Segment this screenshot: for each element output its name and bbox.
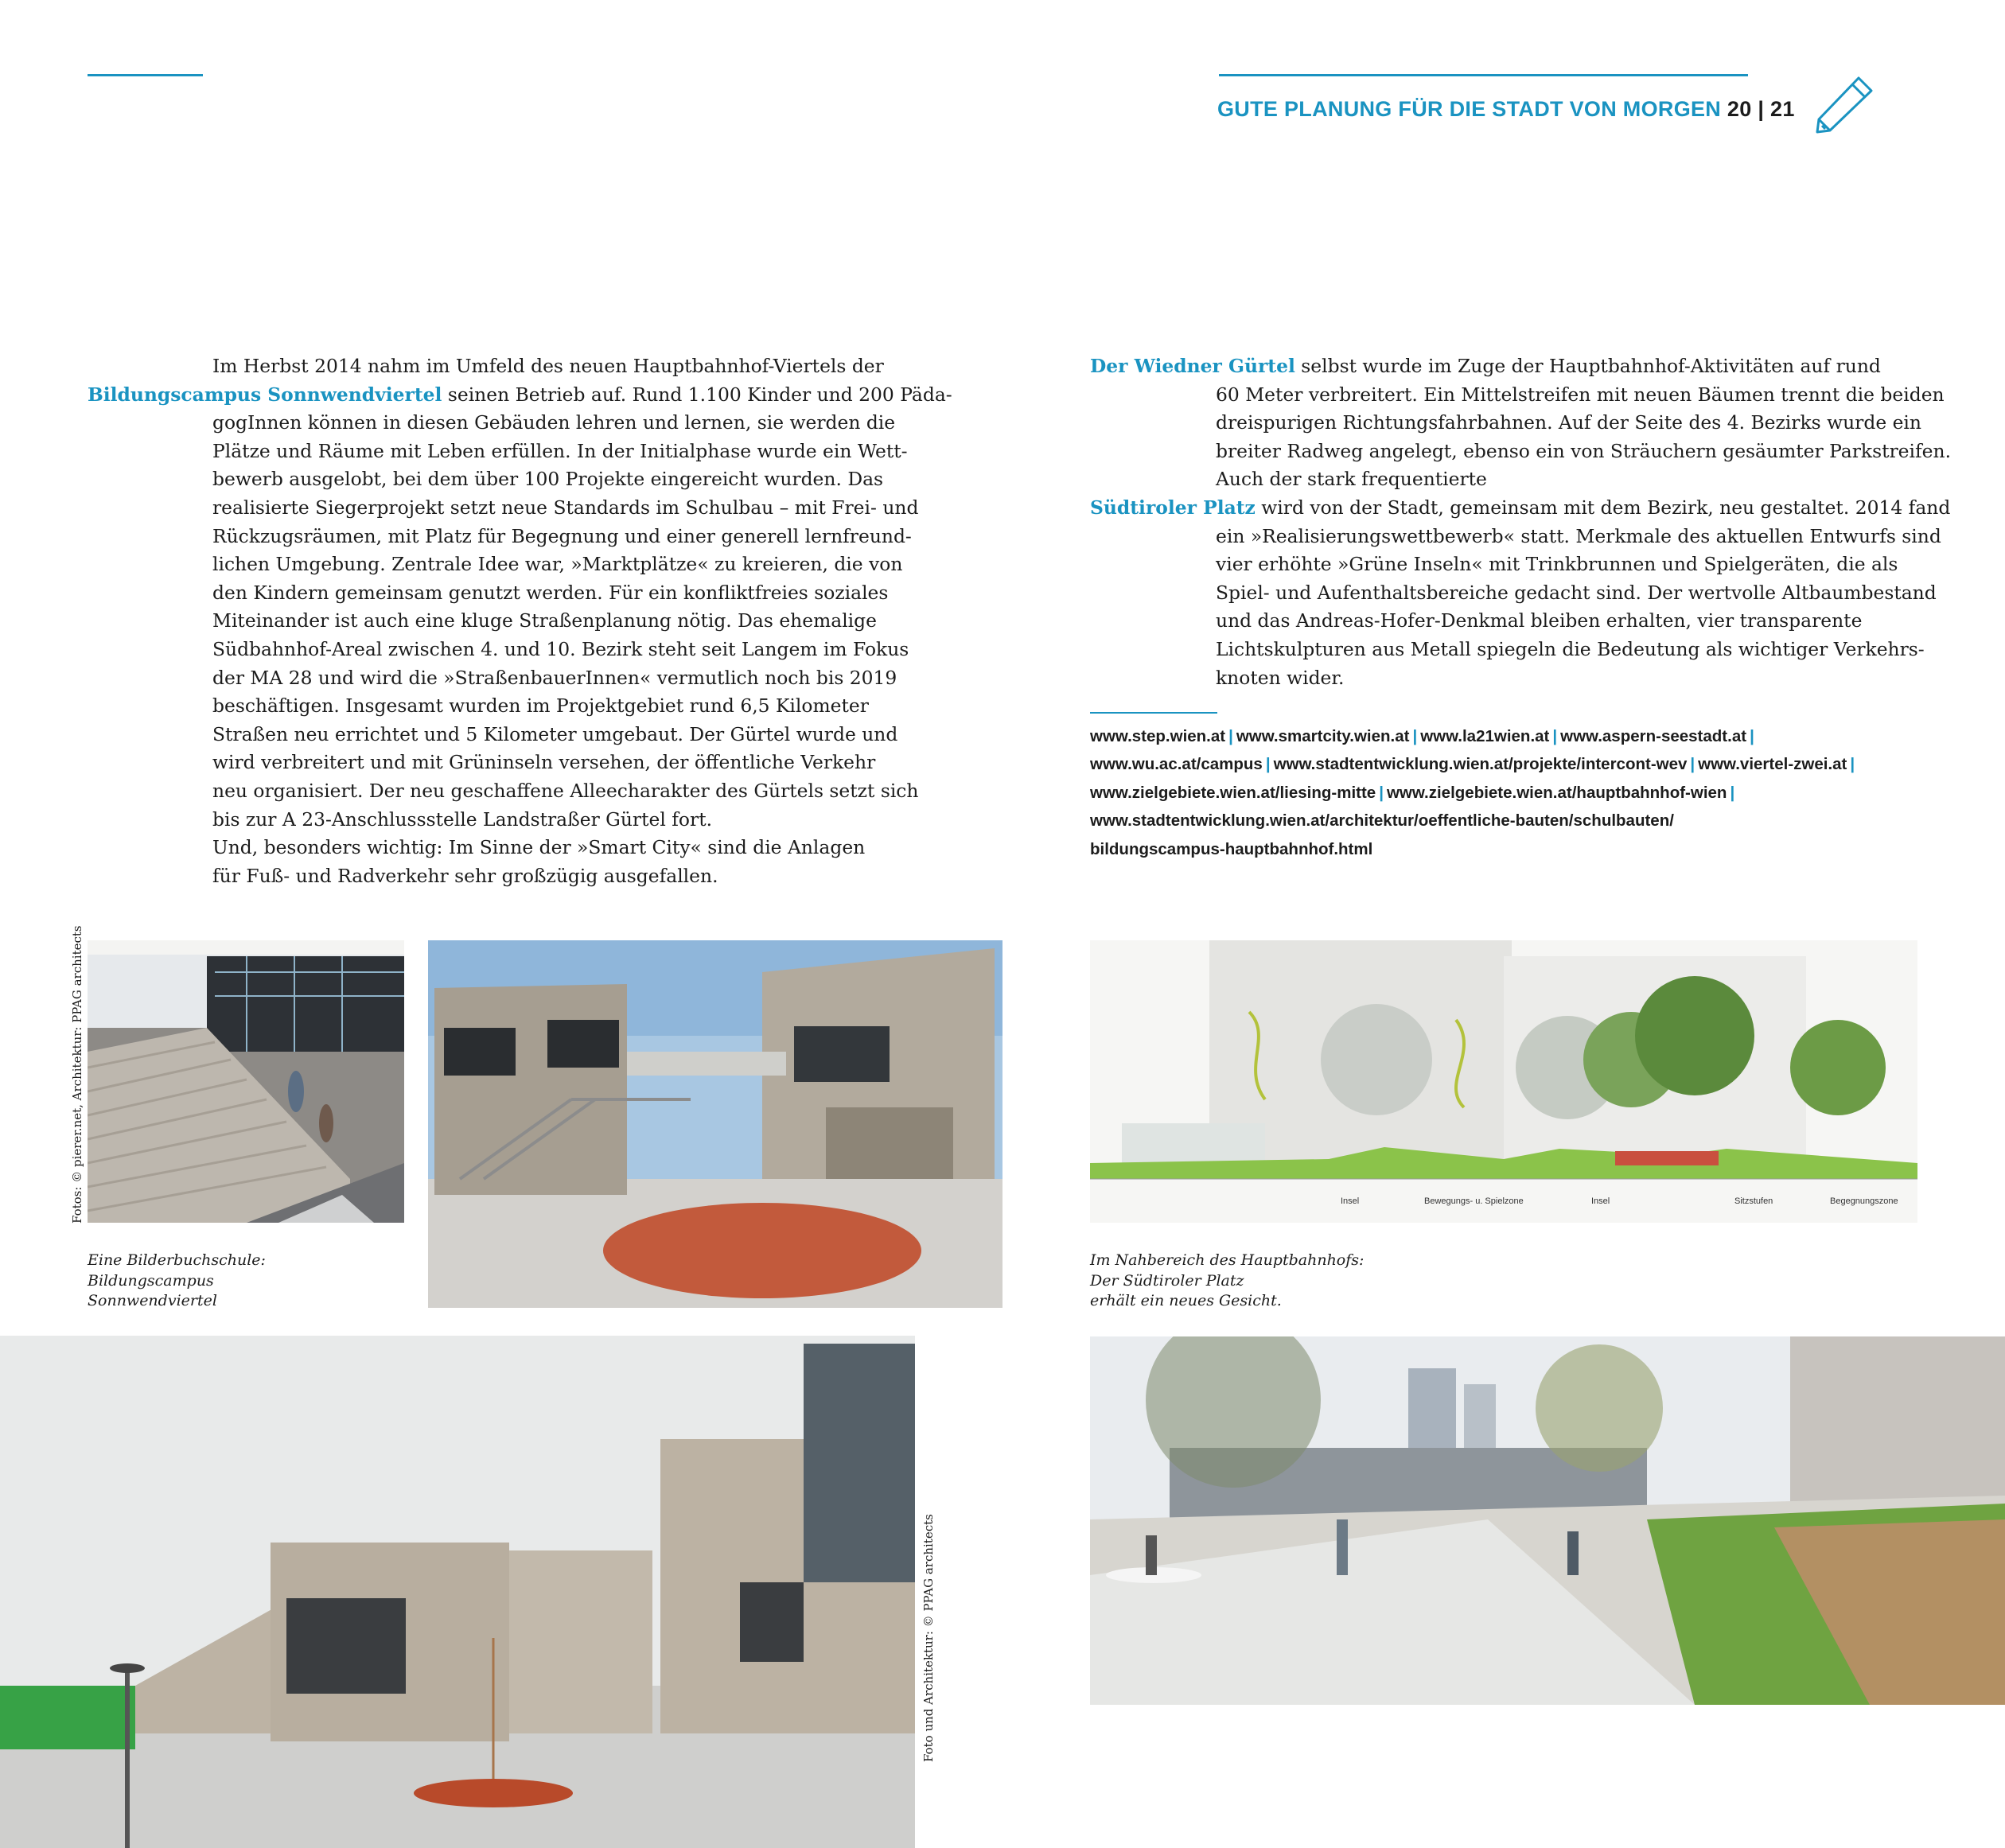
body-line: Auch der stark frequentierte: [1216, 468, 1487, 491]
photo-credit-bottom: Foto und Architektur: © PPAG architects: [921, 1514, 936, 1762]
body-line: realisierte Siegerprojekt setzt neue Standards im Schulbau – mit Frei- und: [212, 496, 919, 519]
link[interactable]: www.aspern-seestadt.at: [1560, 727, 1747, 745]
body-line: knoten wider.: [1216, 666, 1345, 689]
link[interactable]: www.viertel-zwei.at: [1698, 755, 1847, 774]
body-line: Rückzugsräumen, mit Platz für Begegnung und einer generell lernfreund-: [212, 524, 912, 547]
body-line: dreispurigen Richtungsfahrbahnen. Auf der Seite des 4. Bezirks wurde ein: [1216, 411, 1921, 434]
page-numbers: 20 | 21: [1727, 97, 1795, 121]
body-line: ein »Realisierungswettbewerb« statt. Merkmale des aktuellen Entwurfs sind: [1216, 524, 1941, 547]
body-line: wird verbreitert und mit Grüninseln versehen, der öffentliche Verkehr: [212, 751, 876, 774]
links-line: [1090, 807, 1858, 835]
section-label: Insel: [1591, 1196, 1610, 1206]
photo-staircase: [88, 940, 404, 1223]
left-body-text: [88, 352, 952, 890]
body-line: beschäftigen. Insgesamt wurden im Projektgebiet rund 6,5 Kilometer: [212, 694, 869, 718]
body-line: Im Herbst 2014 nahm im Umfeld des neuen Hauptbahnhof-Viertels der: [212, 355, 884, 377]
body-line: breiter Radweg angelegt, ebenso ein von Sträuchern gesäumter Parkstreifen.: [1216, 439, 1951, 462]
body-line: den Kindern gemeinsam genutzt werden. Für ein konfliktfreies soziales: [212, 581, 889, 604]
photo-school-courtyard: [428, 940, 1002, 1308]
photo-school-exterior: [0, 1336, 915, 1848]
highlight-suedtiroler-platz: Südtiroler Platz: [1090, 496, 1256, 519]
pencil-icon: [1812, 73, 1876, 135]
body-line: Lichtskulpturen aus Metall spiegeln die Bedeutung als wichtiger Verkehrs-: [1216, 637, 1925, 660]
body-line: gogInnen können in diesen Gebäuden lehren und lernen, sie werden die: [212, 411, 896, 434]
body-line: Südtiroler Platz wird von der Stadt, gemeinsam mit dem Bezirk, neu gestaltet. 2014 fand: [1090, 496, 1951, 519]
body-line: für Fuß- und Radverkehr sehr großzügig ausgefallen.: [212, 864, 718, 887]
link[interactable]: bildungscampus-hauptbahnhof.html: [1090, 839, 1373, 858]
link[interactable]: www.stadtentwicklung.wien.at/projekte/intercont-wev: [1273, 755, 1688, 774]
caption-line: Im Nahbereich des Hauptbahnhofs:: [1090, 1251, 1365, 1269]
links-line: [1090, 835, 1858, 863]
body-line: Plätze und Räume mit Leben erfüllen. In der Initialphase wurde ein Wett-: [212, 439, 908, 462]
photo-credit-top: Fotos: © pierer.net, Architektur: PPAG architects: [70, 925, 84, 1224]
body-line: Straßen neu errichtet und 5 Kilometer umgebaut. Der Gürtel wurde und: [212, 722, 898, 745]
caption-line: Bildungscampus: [88, 1271, 214, 1290]
link[interactable]: www.zielgebiete.wien.at/hauptbahnhof-wien: [1386, 783, 1727, 802]
links-block: [1090, 722, 1858, 863]
highlight-bildungscampus: Bildungscampus Sonnwendviertel: [88, 383, 442, 406]
links-line: www.wu.ac.at/campus | www.stadtentwicklung.wien.at/projekte/intercont-wev | www.viertel-zwei.at |: [1090, 755, 1855, 774]
body-line: und das Andreas-Hofer-Denkmal bleiben erhalten, vier transparente: [1216, 609, 1863, 632]
section-label: Sitzstufen: [1734, 1196, 1773, 1206]
right-body-text: [1090, 352, 1951, 692]
body-line: Südbahnhof-Areal zwischen 4. und 10. Bezirk steht seit Langem im Fokus: [212, 637, 909, 660]
body-line: 60 Meter verbreitert. Ein Mittelstreifen mit neuen Bäumen trennt die beiden: [1216, 383, 1945, 406]
body-line: vier erhöhte »Grüne Inseln« mit Trinkbrunnen und Spielgeräten, die als: [1216, 553, 1898, 576]
links-line: www.zielgebiete.wien.at/liesing-mitte | www.zielgebiete.wien.at/hauptbahnhof-wien |: [1090, 783, 1735, 802]
links-rule: [1090, 712, 1217, 714]
caption-line: Eine Bilderbuchschule:: [88, 1251, 266, 1269]
section-label: Insel: [1341, 1196, 1360, 1206]
caption-right: [1090, 1251, 1364, 1312]
caption-line: erhält ein neues Gesicht.: [1090, 1292, 1282, 1309]
body-line: Bildungscampus Sonnwendviertel seinen Betrieb auf. Rund 1.100 Kinder und 200 Päda-: [88, 383, 952, 406]
body-line: Der Wiedner Gürtel selbst wurde im Zuge der Hauptbahnhof-Aktivitäten auf rund: [1090, 355, 1881, 377]
header-title: GUTE PLANUNG FÜR DIE STADT VON MORGEN: [1217, 97, 1722, 121]
body-line: bewerb ausgelobt, bei dem über 100 Projekte eingereicht wurden. Das: [212, 468, 884, 491]
body-line: Miteinander ist auch eine kluge Straßenplanung nötig. Das ehemalige: [212, 609, 877, 632]
caption-left: [88, 1251, 266, 1312]
rendering-suedtiroler-platz: [1090, 1336, 2005, 1705]
running-header: [1217, 97, 1795, 122]
link[interactable]: www.smartcity.wien.at: [1236, 727, 1410, 745]
section-label: Begegnungszone: [1830, 1196, 1898, 1206]
body-line: Und, besonders wichtig: Im Sinne der »Smart City« sind die Anlagen: [212, 836, 866, 859]
links-line: www.step.wien.at | www.smartcity.wien.at | www.la21wien.at | www.aspern-seestadt.at |: [1090, 727, 1754, 745]
link[interactable]: www.zielgebiete.wien.at/liesing-mitte: [1090, 783, 1376, 802]
body-line: bis zur A 23-Anschlussstelle Landstraßer Gürtel fort.: [212, 807, 713, 831]
caption-line: Sonnwendviertel: [88, 1292, 217, 1309]
highlight-wiedner-guertel: Der Wiedner Gürtel: [1090, 355, 1295, 377]
link[interactable]: www.step.wien.at: [1090, 727, 1226, 745]
section-labels: [1090, 1196, 1917, 1212]
caption-line: Der Südtiroler Platz: [1090, 1271, 1244, 1290]
link[interactable]: www.wu.ac.at/campus: [1090, 755, 1263, 774]
body-line: der MA 28 und wird die »StraßenbauerInnen« vermutlich noch bis 2019: [212, 666, 897, 689]
section-label: Bewegungs- u. Spielzone: [1424, 1196, 1524, 1206]
body-line: lichen Umgebung. Zentrale Idee war, »Marktplätze« zu kreieren, die von: [212, 553, 903, 576]
body-line: neu organisiert. Der neu geschaffene Alleecharakter des Gürtels setzt sich: [212, 779, 919, 802]
link[interactable]: www.stadtentwicklung.wien.at/architektur/oeffentliche-bauten/schulbauten/: [1090, 811, 1674, 831]
top-right-rule: [1219, 74, 1748, 76]
section-drawing: [1090, 940, 1917, 1223]
body-line: Spiel- und Aufenthaltsbereiche gedacht sind. Der wertvolle Altbaumbestand: [1216, 581, 1937, 604]
link[interactable]: www.la21wien.at: [1420, 727, 1550, 745]
top-left-rule: [88, 74, 203, 76]
